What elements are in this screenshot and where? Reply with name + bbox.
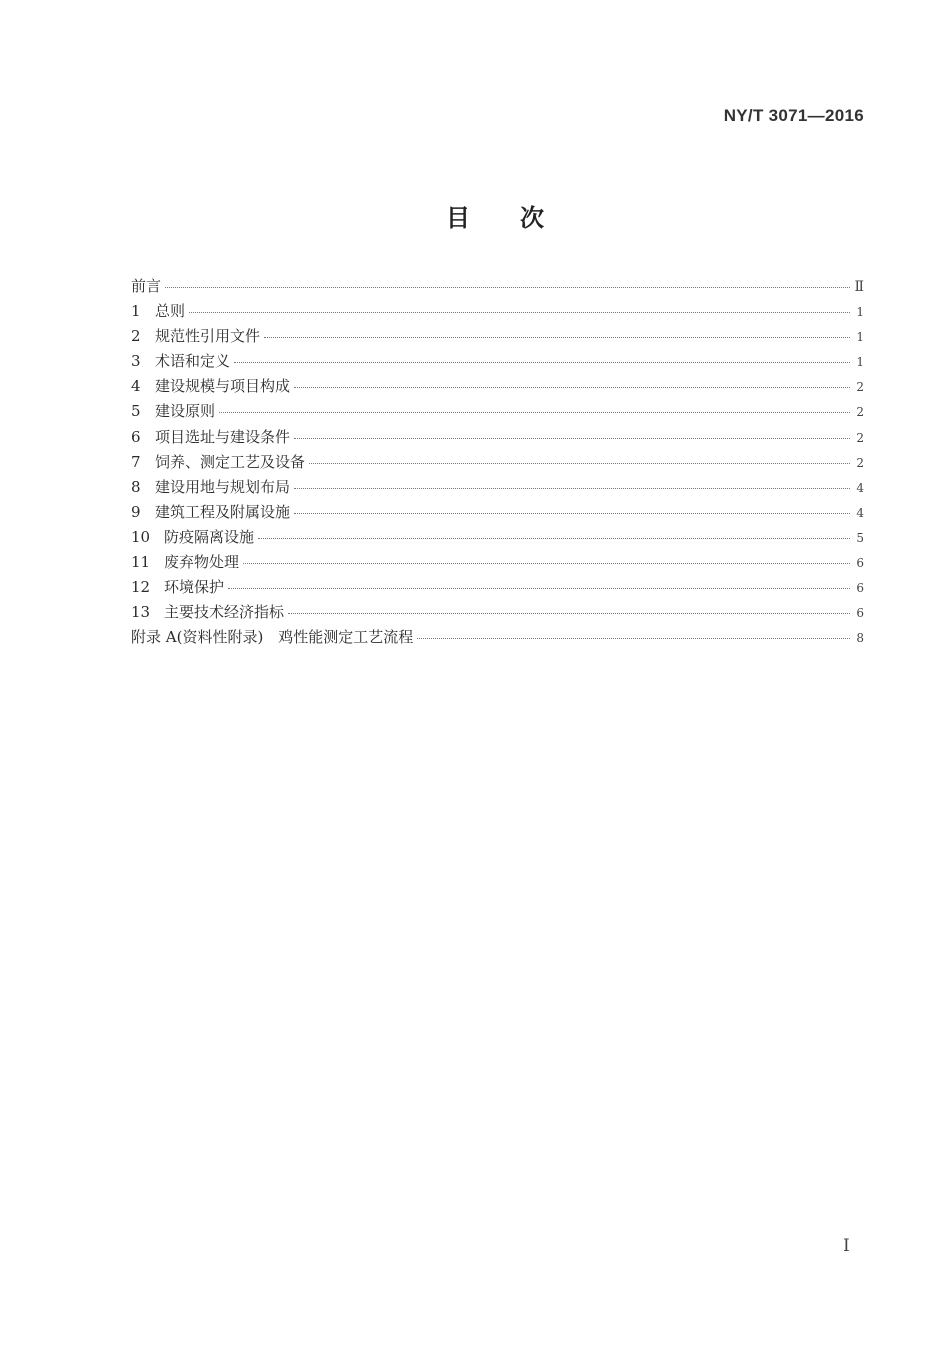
toc-title (0, 198, 950, 233)
toc-entry-page: 1 (856, 305, 864, 320)
toc-entry-13[interactable] (131, 600, 864, 625)
toc-leader-dots (234, 348, 850, 363)
toc-entry-number: 7 (131, 452, 141, 471)
toc-entry-label: 主要技术经济指标 (164, 603, 285, 622)
toc-entry-page: Ⅱ (854, 279, 864, 295)
toc-entry-number: 9 (131, 502, 141, 521)
toc-entry-page: 6 (856, 606, 864, 621)
toc-leader-dots (294, 499, 850, 514)
toc-entry-number: 3 (131, 352, 141, 371)
toc-entry-page: 8 (856, 631, 864, 646)
toc-entry-label: 防疫隔离设施 (164, 527, 255, 546)
toc-entry-11[interactable] (131, 550, 864, 575)
toc-entry-label: 术语和定义 (155, 352, 231, 371)
toc-entry-label: 规范性引用文件 (155, 327, 261, 346)
toc-leader-dots (294, 474, 850, 489)
toc-leader-dots (258, 524, 850, 539)
document-code: NY/T 3071—2016 (723, 106, 864, 125)
toc-entry-number: 8 (131, 477, 141, 496)
toc-entry-number: 13 (131, 603, 151, 622)
toc-entry-number: 12 (131, 578, 151, 597)
toc-entry-label: 建设原则 (155, 402, 216, 421)
toc-leader-dots (294, 424, 850, 439)
toc-entry-number: 10 (131, 527, 151, 546)
toc-entry-page: 6 (856, 556, 864, 571)
toc-entry-number: 5 (131, 402, 141, 421)
toc-leader-dots (228, 574, 850, 589)
toc-entry-number: 11 (131, 553, 151, 572)
toc-entry-label: 饲养、测定工艺及设备 (155, 452, 306, 471)
toc-leader-dots (243, 549, 850, 564)
toc-entry-label: 建筑工程及附属设施 (155, 502, 291, 521)
toc-leader-dots (219, 398, 850, 413)
toc-entry-page: 2 (856, 430, 864, 445)
toc-leader-dots (165, 273, 850, 288)
toc-entry-1[interactable] (131, 299, 864, 324)
toc-leader-dots (294, 373, 850, 388)
toc-leader-dots (417, 624, 850, 639)
toc-entry-5[interactable] (131, 399, 864, 424)
toc-entry-2[interactable] (131, 324, 864, 349)
toc-entry-9[interactable] (131, 500, 864, 525)
toc-entry-page: 4 (856, 505, 864, 520)
toc-entry-number: 1 (131, 302, 141, 321)
toc-entry-page: 2 (856, 455, 864, 470)
table-of-contents (131, 274, 864, 650)
toc-entry-6[interactable] (131, 425, 864, 450)
toc-entry-number: 4 (131, 377, 141, 396)
toc-entry-7[interactable] (131, 450, 864, 475)
toc-leader-dots (309, 449, 850, 464)
toc-entry-label: 附录 A(资料性附录) 鸡性能测定工艺流程 (131, 628, 414, 647)
toc-entry-page: 2 (856, 380, 864, 395)
toc-entry-page: 1 (856, 330, 864, 345)
toc-entry-number: 6 (131, 427, 141, 446)
toc-entry-10[interactable] (131, 525, 864, 550)
toc-entry-label: 环境保护 (164, 578, 225, 597)
toc-title-char-2: 次 (520, 204, 544, 232)
toc-entry-number: 2 (131, 327, 141, 346)
toc-entry-page: 1 (856, 355, 864, 370)
toc-entry-page: 4 (856, 480, 864, 495)
toc-leader-dots (288, 599, 850, 614)
toc-title-char-1: 目 (446, 204, 470, 232)
toc-entry-foreword[interactable] (131, 274, 864, 299)
toc-entry-label: 项目选址与建设条件 (155, 427, 291, 446)
toc-entry-label: 建设用地与规划布局 (155, 477, 291, 496)
toc-entry-label: 建设规模与项目构成 (155, 377, 291, 396)
toc-leader-dots (264, 323, 850, 338)
toc-entry-appendix-a[interactable] (131, 625, 864, 650)
toc-entry-4[interactable] (131, 374, 864, 399)
toc-entry-label: 总则 (155, 302, 186, 321)
toc-entry-8[interactable] (131, 475, 864, 500)
toc-entry-page: 5 (856, 530, 864, 545)
toc-entry-label: 前言 (131, 277, 162, 295)
toc-leader-dots (189, 298, 850, 313)
toc-entry-page: 6 (856, 581, 864, 596)
toc-entry-12[interactable] (131, 575, 864, 600)
toc-entry-page: 2 (856, 405, 864, 420)
toc-entry-label: 废弃物处理 (164, 553, 240, 572)
page-number: I (843, 1236, 850, 1256)
toc-entry-3[interactable] (131, 349, 864, 374)
